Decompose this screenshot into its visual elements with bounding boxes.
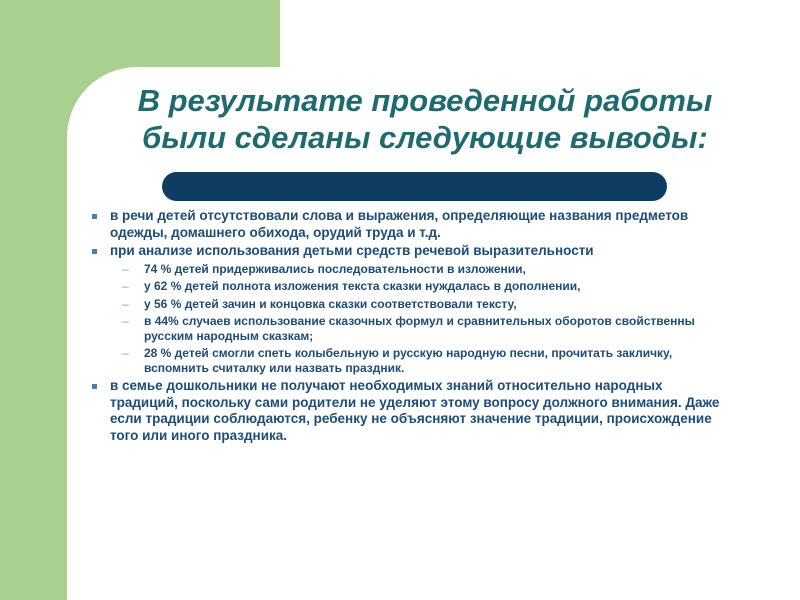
dash-marker: –	[122, 346, 129, 360]
bullet-icon	[92, 249, 97, 254]
sub-list-item-text: у 56 % детей зачин и концовка сказки соответствовали тексту,	[144, 296, 517, 311]
sub-list-item	[92, 297, 732, 312]
sub-list-item-text: 28 % детей смогли спеть колыбельную и русскую народную песни, прочитать закличку, вспомнить считалку или назвать праздник.	[144, 346, 673, 375]
sub-list-item-text: в 44% случаев использование сказочных формул и сравнительных оборотов свойственны русским народным сказкам;	[144, 314, 695, 343]
sub-list-item	[92, 346, 732, 375]
title-line-1: В результате проведенной работы	[137, 83, 713, 118]
list-item-text: при анализе использования детьми средств речевой выразительности	[110, 243, 594, 258]
bullet-icon	[92, 214, 97, 219]
list-item	[92, 243, 732, 260]
title-underline-bar	[162, 172, 667, 201]
dash-marker: –	[122, 296, 129, 311]
list-item	[92, 208, 732, 241]
bullet-icon	[92, 384, 97, 389]
sub-list-item-text: у 62 % детей полнота изложения текста сказки нуждалась в дополнении,	[144, 279, 581, 293]
title-line-2: были сделаны следующие выводы:	[142, 120, 708, 155]
dash-marker: –	[122, 261, 129, 276]
dash-marker: –	[122, 314, 129, 328]
sub-list-item	[92, 262, 732, 277]
dash-marker: –	[122, 279, 129, 293]
bullet-list	[92, 208, 732, 446]
list-item	[92, 378, 732, 444]
sub-list-item	[92, 314, 732, 343]
sub-list-item	[92, 279, 732, 294]
list-item-text: в речи детей отсутствовали слова и выражения, определяющие названия предметов одежды, домашнего обихода, орудий труда и т.д.	[110, 208, 689, 240]
list-item-text: в семье дошкольники не получают необходимых знаний относительно народных традиций, поскольку сами родители не уделяют этому вопросу должного внимания. Даже если традиции соблюдаются, ребенку не объясняют значение традиции, происхождение того или иного праздника.	[110, 378, 720, 443]
sub-list-item-text: 74 % детей придерживались последовательности в изложении,	[144, 261, 526, 276]
slide-title	[80, 82, 770, 156]
